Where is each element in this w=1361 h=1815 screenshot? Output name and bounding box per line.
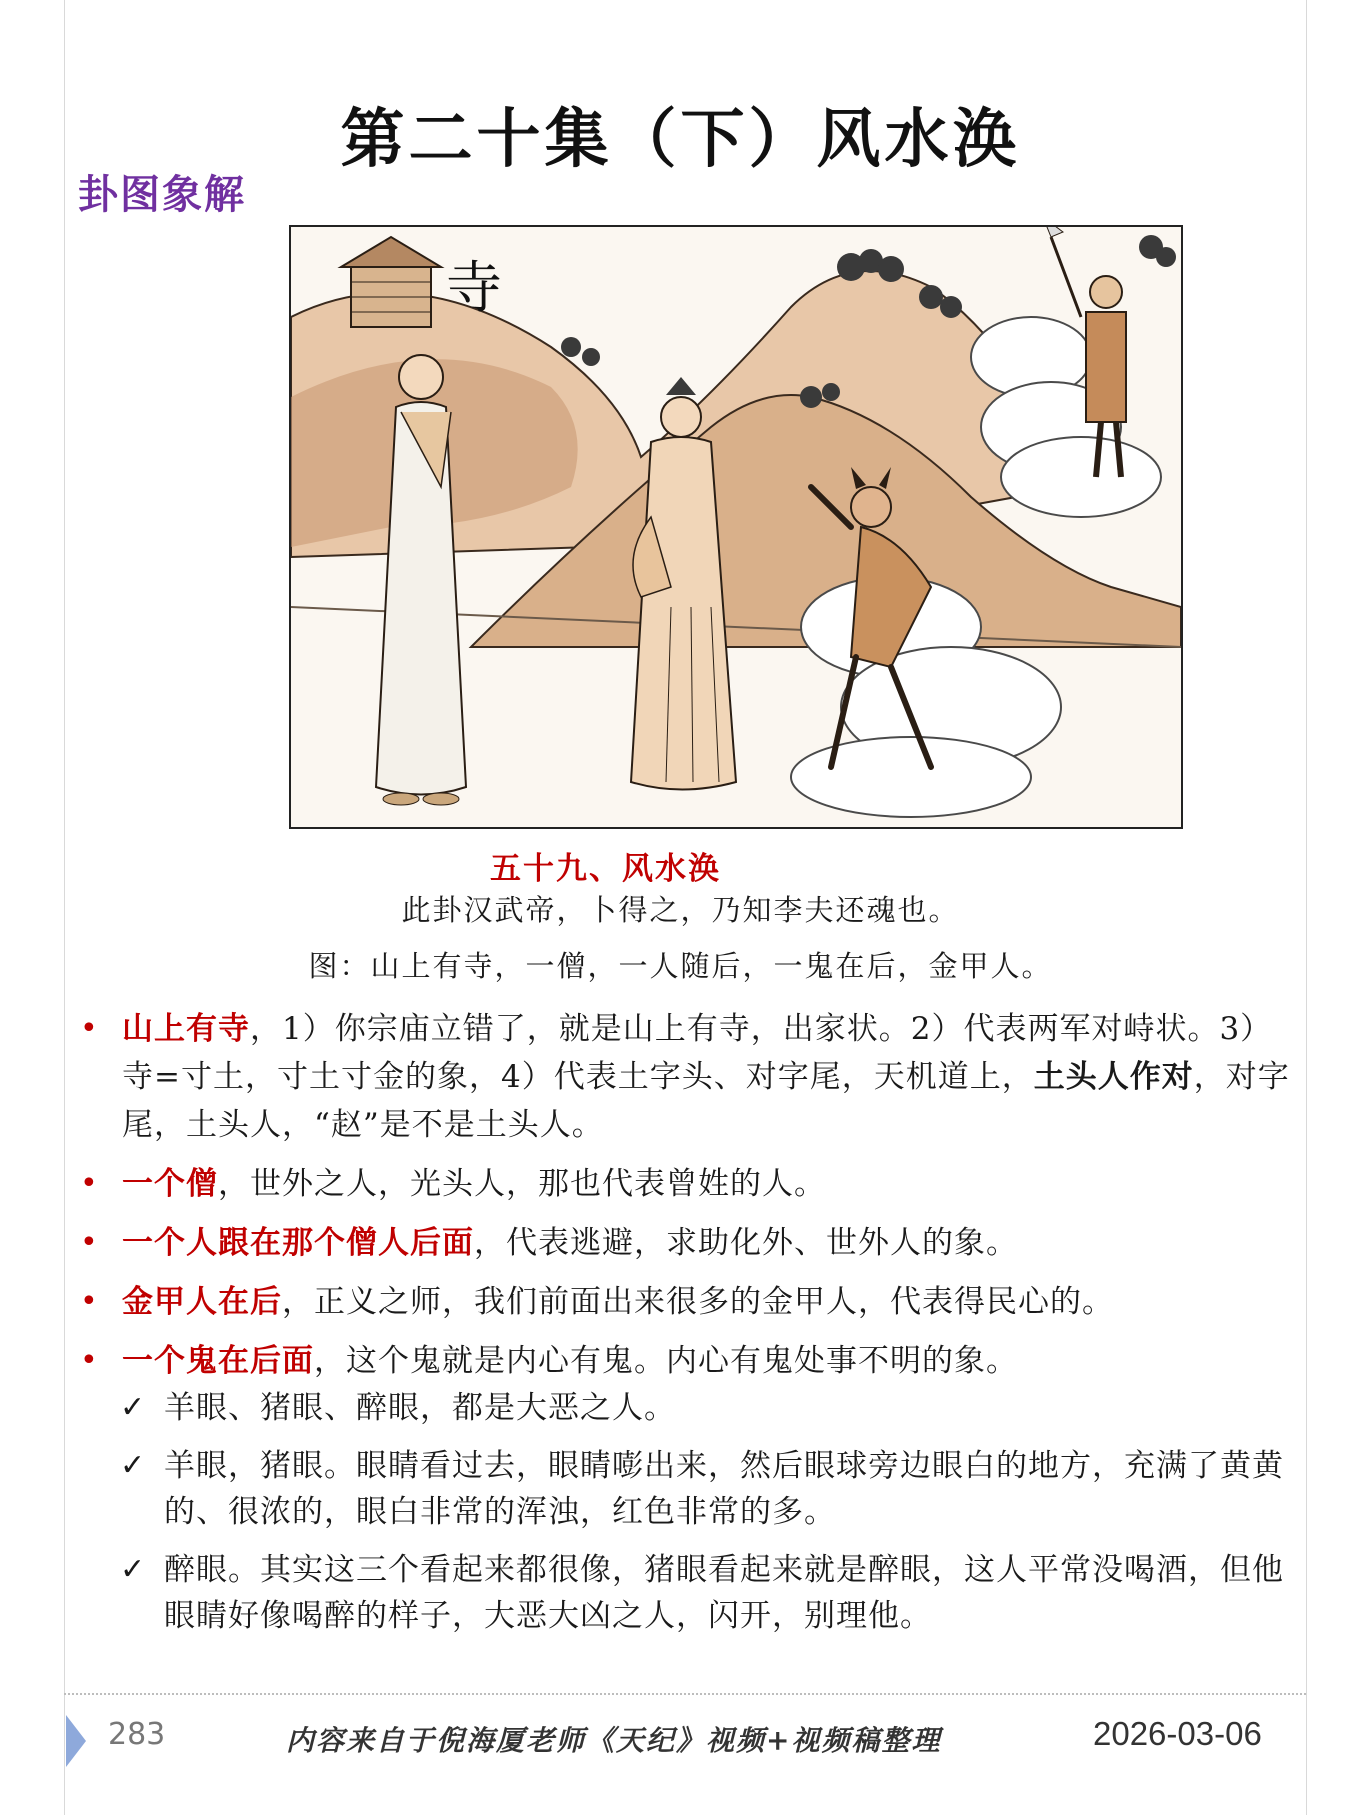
hexagram-illustration xyxy=(289,225,1183,829)
bullet-key: 一个鬼在后面 xyxy=(122,1343,314,1379)
bullet-text: ，世外之人，光头人，那也代表曾姓的人。 xyxy=(218,1166,826,1202)
bullet-dot: • xyxy=(80,1343,99,1378)
temple-character: 寺 xyxy=(446,256,502,321)
bullet-dot: • xyxy=(80,1166,99,1201)
check-text: 羊眼，猪眼。眼睛看过去，眼睛嘭出来，然后眼球旁边眼白的地方，充满了黄黄的、很浓的，眼白非常的浑浊，红色非常的多。 xyxy=(164,1448,1284,1530)
bullet-text: ，1）你宗庙立错了，就是山上有寺，出家状。2）代表两军对峙状。3）寺=寸土，寸土寸金的象，4）代表土字头、对字尾，天机道上， xyxy=(122,1011,1273,1095)
bullet-dot: • xyxy=(80,1225,99,1260)
bullet-text-tail: ，对字尾，土头人，“赵”是不是土头人。 xyxy=(122,1059,1290,1143)
bullet-key: 一个人跟在那个僧人后面 xyxy=(122,1225,474,1261)
bullet-key: 金甲人在后 xyxy=(122,1284,282,1320)
list-item xyxy=(78,1160,1298,1208)
check-mark-icon: ✓ xyxy=(120,1552,147,1587)
footer-source: 内容来自于倪海厦老师《天纪》视频+视频稿整理 xyxy=(286,1724,942,1757)
check-text: 羊眼、猪眼、醉眼，都是大恶之人。 xyxy=(164,1390,676,1426)
bullet-text: ，这个鬼就是内心有鬼。内心有鬼处事不明的象。 xyxy=(314,1343,1018,1379)
hexagram-image-summary: 图：山上有寺，一僧，一人随后，一鬼在后，金甲人。 xyxy=(308,949,1053,983)
bullet-key: 山上有寺 xyxy=(122,1011,250,1047)
section-label: 卦图象解 xyxy=(78,171,246,218)
temple-building xyxy=(341,237,441,327)
check-mark-icon: ✓ xyxy=(120,1448,147,1483)
check-list xyxy=(120,1385,1300,1651)
footer-date: 2026-03-06 xyxy=(1093,1715,1262,1752)
check-item xyxy=(120,1385,1300,1431)
list-item xyxy=(78,1005,1298,1149)
bullet-dot: • xyxy=(80,1284,99,1319)
check-text: 醉眼。其实这三个看起来都很像，猪眼看起来就是醉眼，这人平常没喝酒，但他眼睛好像喝醉的样子，大恶大凶之人，闪开，别理他。 xyxy=(164,1552,1284,1634)
check-item xyxy=(120,1547,1300,1639)
page-number: 283 xyxy=(108,1717,166,1752)
check-mark-icon: ✓ xyxy=(120,1390,147,1425)
hexagram-description: 此卦汉武帝，卜得之，乃知李夫还魂也。 xyxy=(401,893,960,927)
bullet-bold-phrase: 土头人作对 xyxy=(1033,1059,1194,1095)
bullet-key: 一个僧 xyxy=(122,1166,218,1202)
bullet-dot: • xyxy=(80,1011,99,1046)
list-item xyxy=(78,1219,1298,1267)
check-item xyxy=(120,1443,1300,1535)
list-item xyxy=(78,1278,1298,1326)
bullet-text: ，代表逃避，求助化外、世外人的象。 xyxy=(474,1225,1018,1261)
footer-divider xyxy=(64,1693,1306,1695)
illustration-svg xyxy=(291,227,1181,827)
bullet-list xyxy=(78,1005,1298,1396)
hexagram-title: 五十九、风水涣 xyxy=(490,851,721,887)
bullet-text: ，正义之师，我们前面出来很多的金甲人，代表得民心的。 xyxy=(282,1284,1114,1320)
triangle-arrow-icon xyxy=(66,1715,86,1767)
page-title: 第二十集（下）风水涣 xyxy=(340,102,1021,177)
list-item xyxy=(78,1337,1298,1385)
